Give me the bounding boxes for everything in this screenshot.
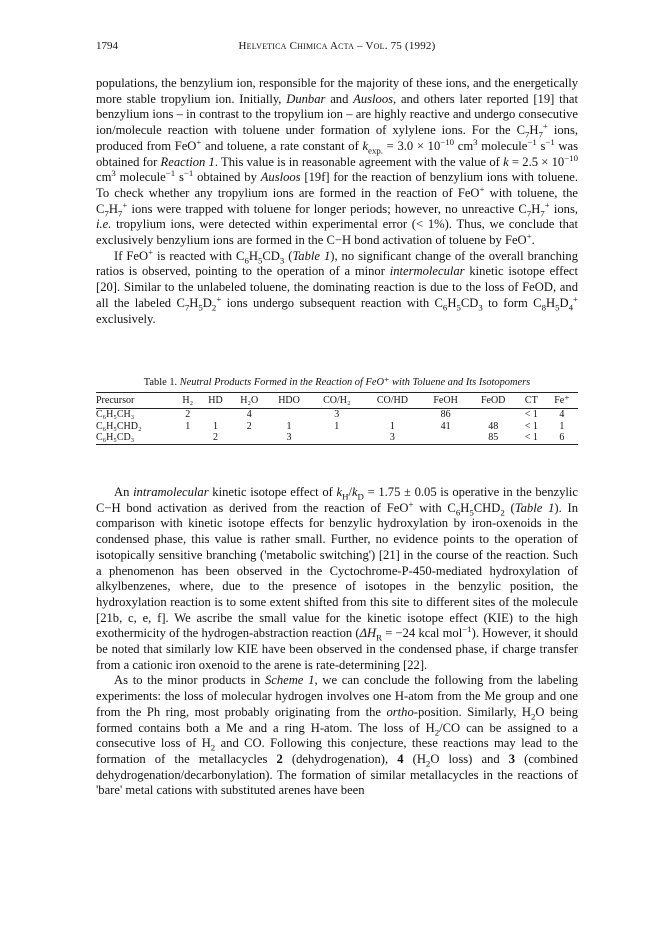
products-table (96, 392, 578, 445)
column-header: H₂O (240, 395, 259, 406)
table-cell: 85 (488, 432, 499, 443)
table-caption-title: Neutral Products Formed in the Reaction of FeO⁺ with Toluene and Its Isotopomers (179, 377, 531, 388)
body-text-bottom (96, 485, 578, 799)
table-cell: 1 (389, 420, 395, 432)
table-cell: 2 (212, 432, 218, 443)
table-cell: 4 (246, 409, 252, 420)
table-cell (311, 432, 364, 444)
table-cell: C₆H₅CD₃ (96, 432, 135, 443)
table-cell: C₆H₅CHD₂ (96, 420, 142, 432)
table-cell (422, 432, 470, 444)
table-1 (96, 376, 578, 445)
paragraph-2: If FeO+ is reacted with $C_6H_5CD_3$ (Table 1), no significant change of the overall branching ratios is observed, pointing to the operation of a minor intermolecular kinetic isotope effect [20]. Similar to the unlabeled toluene, the dominating reaction is due to the loss of FeOD, and all the labeled $C_7H_5D_2^+$ ions undergo subsequent reaction with $C_6H_5CD_3$ to form $C_8H_5D_4^+$ exclusively. (96, 246, 579, 326)
column-header: HDO (278, 395, 300, 406)
column-header: CO/HD (376, 395, 408, 406)
table-cell (175, 432, 200, 444)
table-cell: 3 (334, 409, 340, 420)
table-cell: 2 (185, 409, 191, 420)
page-number: 1794 (96, 40, 118, 52)
table-cell (200, 409, 231, 421)
column-header: CT (524, 395, 538, 406)
table-cell: C₆H₅CH₃ (96, 409, 135, 420)
paragraph-3: An intramolecular kinetic isotope effect of $k_H/k_D = 1.75 \pm 0.05$ is operative in the benzylic C−H bond activation as derived from the reaction of FeO+ with $C_6H_5CHD_2$ (Table 1). In comparison with kinetic isotope effects for benzylic hydroxylation by iron-oxenoids in the condensed phase, this value is rather small. Further, no evidence points to the operation of isotopically sensitive branching ('metabolic switching') [21] in the course of the reaction. Such a phenomenon has been observed in the Cyctochrome-P-450-mediated hydroxylation of alkylbenzenes, where, due to the presence of isotopes in the benzylic position, the hydroxylation reaction is to some extent shifted from this site to different sites of the molecule [21b, c, e, f]. We ascribe the small value for the kinetic isotope effect (KIE) to the high exothermicity of the hydrogen-abstraction reaction ($\Delta H_R = -24$ kcal mol$^{-1}$). However, it should be noted that similarly low KIE have been observed in the condensed phase, if charge transfer from a cationic iron oxenoid to the arene is rate-determining [22]. (96, 485, 579, 672)
body-text-top (96, 76, 578, 327)
table-cell: 1 (185, 420, 191, 432)
column-header: HD (208, 395, 223, 406)
table-cell: < 1 (524, 420, 538, 432)
table-caption-label: Table 1. (143, 377, 178, 388)
column-header: FeOH (433, 395, 458, 406)
table-cell: 1 (559, 420, 565, 432)
paragraph-4: As to the minor products in Scheme 1, we can conclude the following from the labeling experiments: the loss of molecular hydrogen involves one H-atom from the Me group and one from the Ph ring, most probably originating from the ortho-position. Similarly, $H_2O$ being formed contains both a Me and a ring H-atom. The loss of $H_2/CO$ can be assigned to a consecutive loss of $H_2$ and CO. Following this conjecture, these reactions may lead to the formation of the metallacycles 2 (dehydrogenation), 4 ($H_2O$ loss) and 3 (combined dehydrogenation/decarbonylation). The formation of similar metallacycles in the reactions of 'bare' metal cations with substituted arenes have been (96, 673, 579, 798)
page-header (96, 40, 578, 58)
table-cell: 1 (334, 420, 340, 432)
table-cell (363, 409, 422, 421)
table-cell: 48 (488, 420, 499, 432)
table-row (96, 421, 578, 433)
table-cell: 41 (440, 420, 451, 432)
column-header: H₂ (182, 395, 194, 406)
table-cell (268, 409, 311, 421)
table-cell: 3 (389, 432, 395, 443)
column-header: FeOD (480, 395, 506, 406)
paragraph-1: populations, the benzylium ion, responsible for the majority of these ions, and the energetically more stable tropylium ion. Initially, Dunbar and Ausloos, and others later reported [19] that benzylium ions – in contrast to the tropylium ion – are highly reactive and undergo consecutive ion/molecule reaction with toluene under formation of xylylene ions. For the $C_7H_7^+$ ions, produced from FeO+ and toluene, a rate constant of $k_{exp.} = 3.0 \times 10^{-10}$ $cm^3$ molecule$^{-1}$ $s^{-1}$ was obtained for Reaction 1. This value is in reasonable agreement with the value of $k = 2.5 \times 10^{-10}$ $cm^3$ molecule$^{-1}$ $s^{-1}$ obtained by Ausloos [19f] for the reaction of benzylium ions with toluene. To check whether any tropylium ions are formed in the reaction of FeO+ with toluene, the $C_7H_7^+$ ions were trapped with toluene for longer periods; however, no unreactive $C_7H_7^+$ ions, i.e. tropylium ions, were detected within experimental error (< 1%). Thus, we conclude that exclusively benzylium ions are formed in the C−H bond activation of toluene by FeO+. (96, 76, 579, 248)
column-header: CO/H₂ (323, 395, 351, 406)
column-header: Fe⁺ (554, 395, 570, 406)
table-cell: 4 (559, 409, 565, 420)
running-title: Helvetica Chimica Acta – Vol. 75 (1992) (238, 40, 436, 52)
table-cell: 3 (286, 432, 292, 443)
table-cell: 1 (286, 420, 292, 432)
table-cell: 1 (212, 420, 218, 432)
table-cell: 86 (440, 409, 451, 420)
table-header-row (96, 393, 578, 409)
table-cell: < 1 (524, 409, 538, 420)
column-header: Precursor (96, 395, 135, 406)
table-cell: 6 (559, 432, 565, 443)
table-caption (96, 376, 578, 388)
table-row (96, 432, 578, 444)
table-cell (231, 432, 268, 444)
table-cell: < 1 (524, 432, 538, 443)
table-row (96, 409, 578, 421)
table-cell (469, 409, 517, 421)
table-cell: 2 (246, 420, 252, 432)
